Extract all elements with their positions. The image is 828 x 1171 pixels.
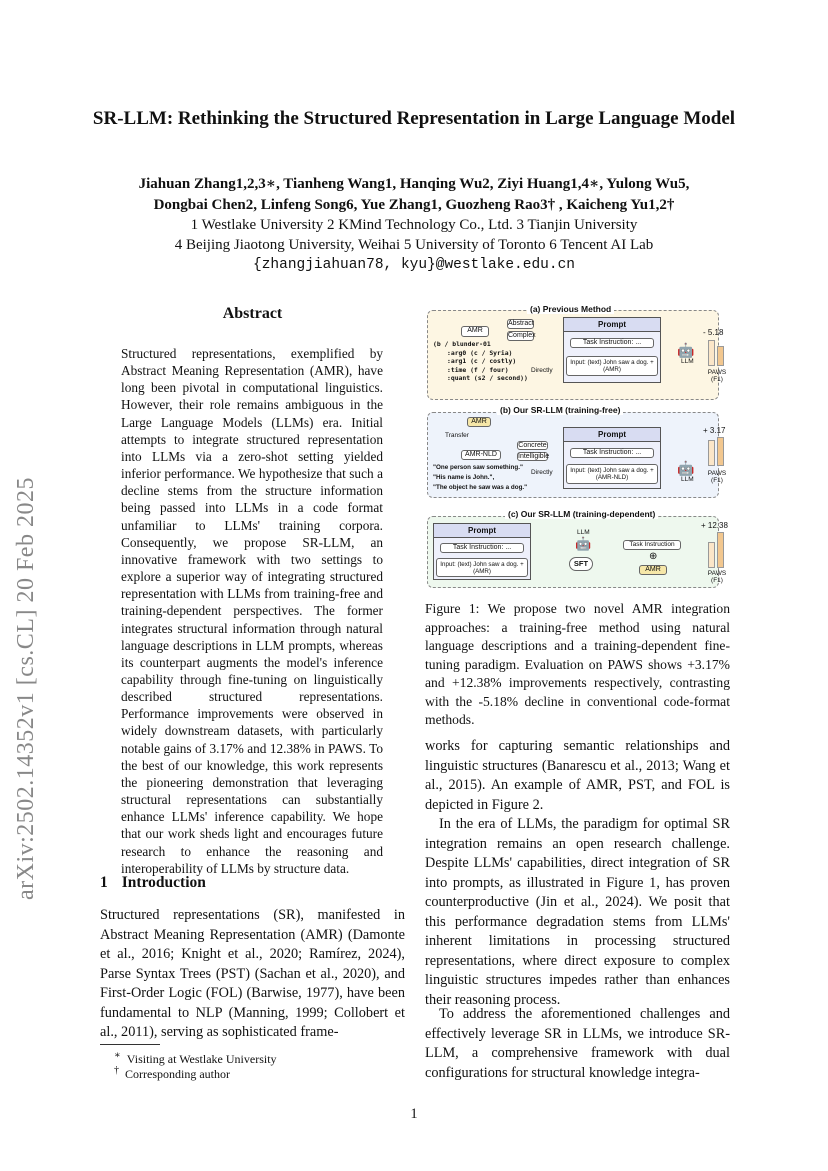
author-emails: {zhangjiahuan78, kyu}@westlake.edu.cn bbox=[253, 257, 575, 273]
footnote-1: ∗ Visiting at Westlake University bbox=[114, 1050, 277, 1066]
affiliations-line-2: 4 Beijing Jiaotong University, Weihai 5 University of Toronto 6 Tencent AI Lab bbox=[174, 237, 654, 253]
right-paragraph-3: To address the aforementioned challenges and effectively leverage SR in LLMs, we introduce SR-LLM, a comprehensive framework with dual configurations for structural knowledge integra- bbox=[425, 1006, 730, 1081]
paper-title: SR-LLM: Rethinking the Structured Representation in Large Language Model bbox=[92, 108, 736, 129]
figure-caption: Figure 1: We propose two novel AMR integration approaches: a training-free method using natural language descriptions and a training-dependent fine-tuning paradigm. Evaluation on PAWS shows +3.17% and +12.38% improvements respectively, contrasting with the -5.18% decline in conventional code-format methods. bbox=[425, 601, 730, 727]
arxiv-identifier: arXiv:2502.14352v1 [cs.CL] 20 Feb 2025 bbox=[13, 477, 39, 900]
section-title: Introduction bbox=[121, 874, 206, 891]
delta-training-free: + 3.17 bbox=[703, 426, 726, 435]
score-bar-b-base bbox=[708, 440, 715, 466]
panel-b-title: (b) Our SR-LLM (training-free) bbox=[497, 405, 623, 415]
authors-line-2: Dongbai Chen2, Linfeng Song6, Yue Zhang1, Guozheng Rao3† , Kaicheng Yu1,2† bbox=[153, 197, 675, 213]
section-number: 1 bbox=[100, 874, 108, 891]
authors-line-1: Jiahuan Zhang1,2,3∗, Tianheng Wang1, Hanqing Wu2, Ziyi Huang1,4∗, Yulong Wu5, bbox=[138, 176, 690, 192]
score-bar-b bbox=[717, 437, 724, 466]
panel-c-title: (c) Our SR-LLM (training-dependent) bbox=[505, 509, 658, 519]
directly-label-a: Directly bbox=[531, 367, 553, 374]
author-list bbox=[60, 174, 768, 216]
abstract-heading: Abstract bbox=[222, 305, 283, 322]
affiliations-line-1: 1 Westlake University 2 KMind Technology Co., Ltd. 3 Tianjin University bbox=[190, 217, 638, 233]
panel-a-title: (a) Previous Method bbox=[527, 304, 614, 314]
robot-icon: 🤖 bbox=[677, 460, 695, 476]
prompt-box-c: Prompt Task Instruction: ... Input: (text) John saw a dog. + (AMR) bbox=[433, 523, 531, 580]
abstract-body: Structured representations, exemplified by Abstract Meaning Representation (AMR), have long been pivotal in computational linguistics. However, their role remains ambiguous in the Large Language Models (LLMs) era. Initial attempts to integrate structured representation into LLMs via a zero-shot setting yielded inferior performance. We hypothesize that such a decline stems from the structure information being passed into LLMs in a code format unfamiliar to LLMs' training corpora. Consequently, we propose SR-LLM, an innovative framework with two settings to explore a superior way of integrating structured representation with LLMs from training-free and training-dependent perspectives. The former integrates structural information through natural language descriptions in LLM prompts, whereas its counterpart augments the model's inference capability through fine-tuning on linguistically described structured representations. Performance improvements were observed in widely downstream datasets, with particularly notable gains of 3.17% and 12.38% in PAWS. To the best of our knowledge, this work represents the pioneering demonstration that leveraging structural representations can substantially enhance LLMs' inference capability. We hope that our work sheds light and encourages future research to enhance the reasoning and interoperability of LLMs by structure data. bbox=[121, 346, 383, 876]
delta-previous: - 5.18 bbox=[703, 328, 724, 337]
score-bar-a-base bbox=[708, 340, 715, 366]
delta-training-dependent: + 12.38 bbox=[701, 521, 728, 530]
amr-code-block: (b / blunder-01 :arg0 (c / Syria) :arg1 (c / costly) :time (f / four) :quant (s2 / second)) bbox=[433, 340, 528, 383]
prompt-box-a: Prompt Task Instruction: ... Input: (text) John saw a dog. + (AMR) bbox=[563, 317, 661, 383]
score-bar-c bbox=[717, 532, 724, 568]
right-paragraph-2: In the era of LLMs, the paradigm for optimal SR integration remains an open research challenge. Despite LLMs' capabilities, direct integration of SR into prompts, as illustrated in Figure 1, has proven counterproductive (Jin et al., 2024). We posit that this performance degradation stems from LLMs' inherent limitations in processing structured representations, where direct exposure to complex linguistic structures impedes rather than enhances their reasoning process. bbox=[425, 816, 730, 1008]
amr-label: AMR bbox=[461, 326, 489, 337]
prompt-box-b: Prompt Task Instruction: ... Input: (text) John saw a dog. + (AMR-NLD) bbox=[563, 427, 661, 489]
plus-circle-icon: ⊕ bbox=[649, 551, 658, 562]
right-paragraph-1: works for capturing semantic relationships and linguistic structures (Banarescu et al., 2013; Wang et al., 2015). An example of AMR, PST, and FOL is depicted in Figure 2. bbox=[425, 738, 730, 813]
footnote-2: † Corresponding author bbox=[114, 1065, 230, 1081]
robot-icon: 🤖 bbox=[575, 536, 592, 551]
score-bar-c-base bbox=[708, 542, 715, 568]
sft-label: SFT bbox=[569, 557, 593, 571]
page-number: 1 bbox=[410, 1106, 418, 1122]
amr-nld-label: AMR-NLD bbox=[461, 450, 501, 460]
robot-icon: 🤖 bbox=[677, 342, 695, 358]
abstract-tag: Abstract bbox=[508, 320, 534, 327]
nld-sentences: "One person saw something." "His name is John.", "The object he saw was a dog." bbox=[433, 464, 528, 491]
section-heading-introduction bbox=[100, 874, 220, 892]
intro-paragraph-1: Structured representations (SR), manifested in Abstract Meaning Representation (AMR) (Damonte et al., 2016; Knight et al., 2020; Ramírez, 2024), Parse Syntax Trees (PST) (Sachan et al., 2020), and First-Order Logic (FOL) (Barwise, 1977), have been fundamental to NLP (Manning, 1999; Collobert et al., 2011), serving as sophisticated frame- bbox=[100, 907, 405, 1040]
footnote-divider bbox=[100, 1044, 160, 1045]
complex-tag: Complex bbox=[508, 332, 536, 339]
score-bar-a bbox=[717, 346, 724, 366]
figure-1: (a) Previous Method AMR Abstract Complex (b / blunder-01 :arg0 (c / Syria) :arg1 (c / costly) :time (f / four) :quant (s2 / second)) Directly Prompt Task Instruction: ... Input: (text) John saw a dog. + (AMR) 🤖 LLM - 5.18 PAWS (F1) (b) Our SR-LLM (training-free) AMR Transfer AMR-NLD Concrete Intelligible "One person saw something." "His name is John.", "The object he saw was a dog." Directly Prompt Task Instruction: ... Input: (text) John saw a dog. + (AMR-NLD) 🤖 LLM + 3.17 PAWS (F1) (c) Our SR-LLM (training-dependent) Prompt Task Instruction: ... Input: (text) John saw a dog. + (AMR) LLM 🤖 SFT Task Instruction ⊕ AMR + 12.38 PAWS (F1) bbox=[425, 300, 737, 592]
